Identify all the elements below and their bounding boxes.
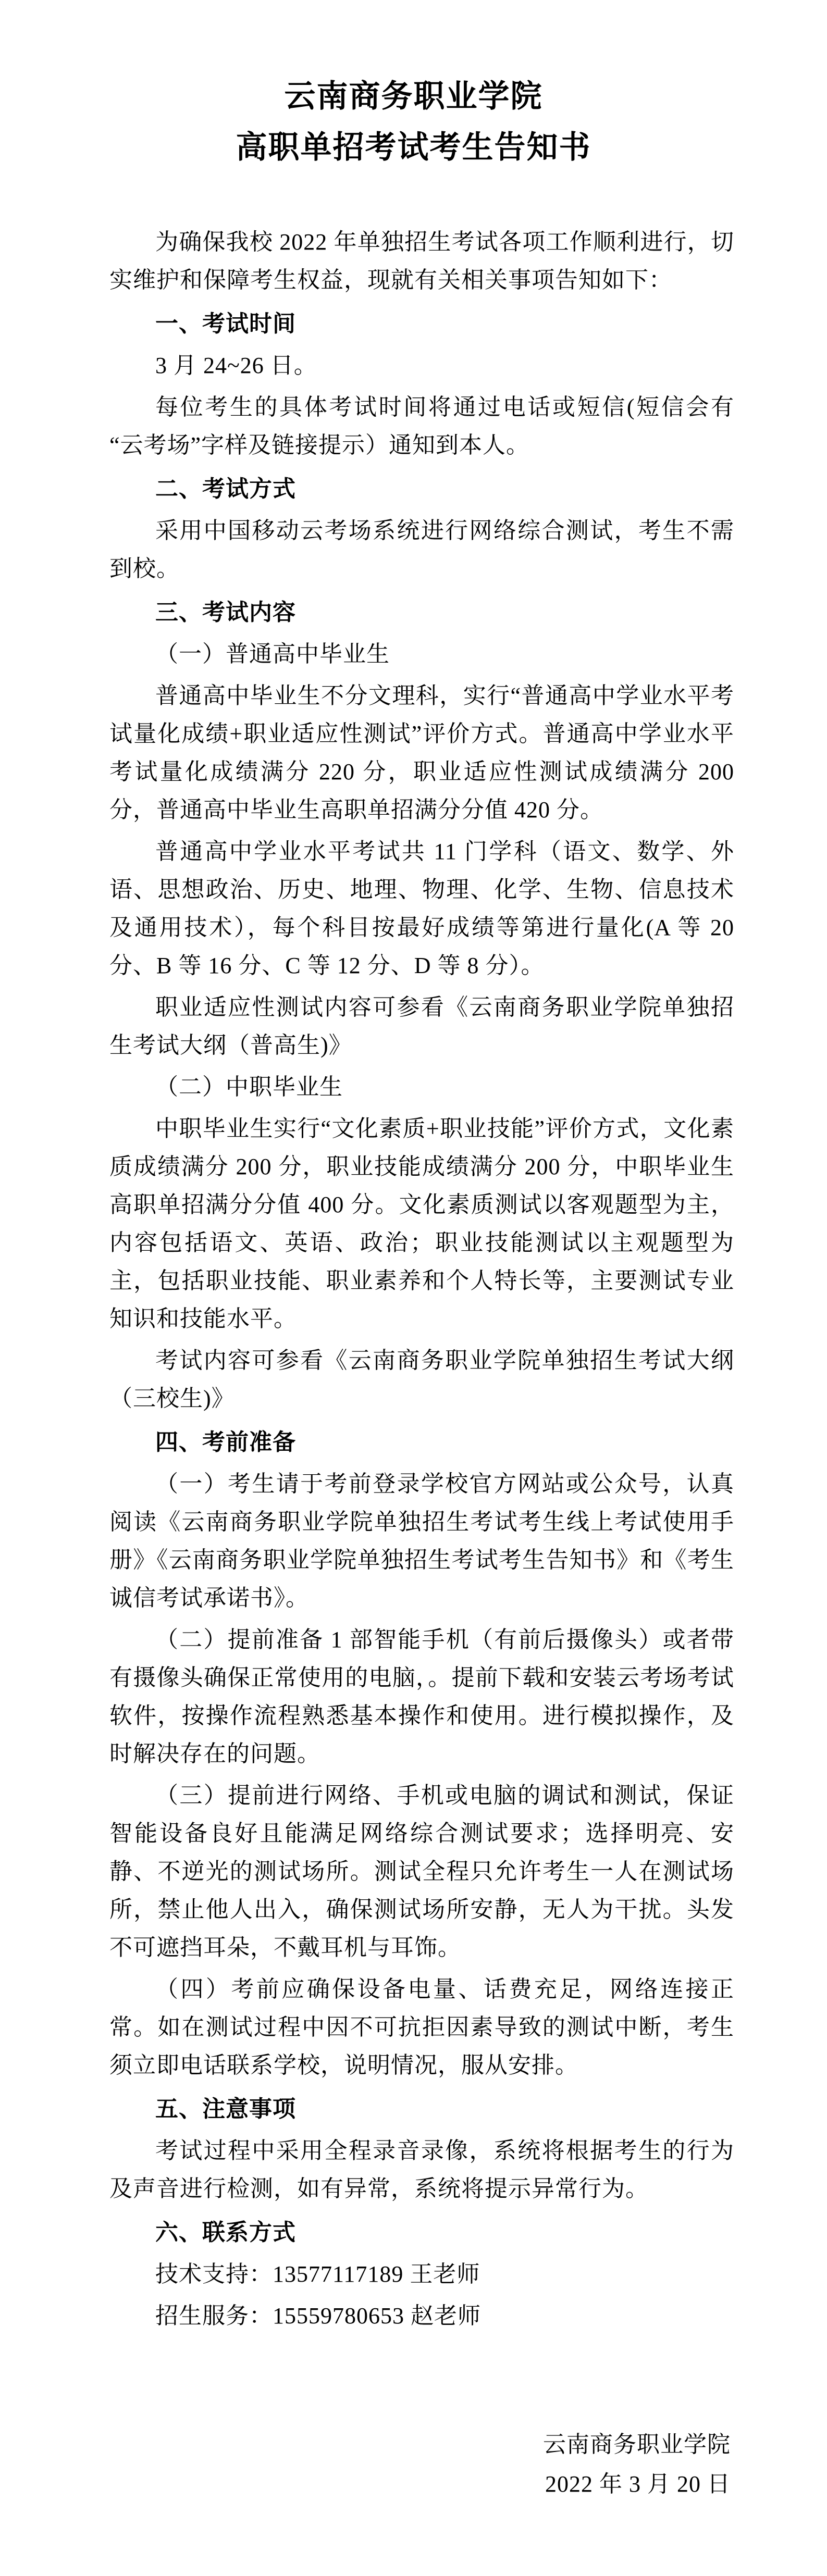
section-4-heading: 四、考前准备 xyxy=(155,1429,296,1455)
title-line-2: 高职单招考试考生告知书 xyxy=(236,130,591,165)
footer-signature: 云南商务职业学院 xyxy=(543,2432,731,2457)
footer-date: 2022 年 3 月 20 日 xyxy=(545,2471,731,2497)
section-4-paragraph: （三）提前进行网络、手机或电脑的调试和测试，保证智能设备良好且能满足网络综合测试要求；选择明亮、安静、不逆光的测试场所。测试全程只允许考生一人在测试场所，禁止他人出入，确保测试场所安静，无人为干扰。头发不可遮挡耳朵，不戴耳机与耳饰。 xyxy=(109,1783,734,1960)
document-title xyxy=(0,0,827,173)
contact-admissions: 招生服务：15559780653 赵老师 xyxy=(155,2303,481,2329)
section-3-subheading-2: （二）中职毕业生 xyxy=(155,1074,343,1100)
section-2-heading: 二、考试方式 xyxy=(155,476,296,502)
footer-signature-block xyxy=(543,2425,731,2504)
section-1-paragraph: 每位考生的具体考试时间将通过电话或短信(短信会有“云考场”字样及链接提示）通知到本人。 xyxy=(109,394,734,458)
section-3-paragraph: 考试内容可参看《云南商务职业学院单独招生考试大纲（三校生)》 xyxy=(109,1348,734,1411)
section-6-heading: 六、联系方式 xyxy=(155,2220,296,2245)
section-3-subheading-1: （一）普通高中毕业生 xyxy=(155,641,390,667)
intro-paragraph: 为确保我校 2022 年单独招生考试各项工作顺利进行，切实维护和保障考生权益，现就有关相关事项告知如下： xyxy=(109,229,734,293)
title-line-1: 云南商务职业学院 xyxy=(284,79,543,114)
section-1-paragraph: 3 月 24~26 日。 xyxy=(155,353,317,378)
section-3-paragraph: 中职毕业生实行“文化素质+职业技能”评价方式，文化素质成绩满分 200 分，职业技能成绩满分 200 分，中职毕业生高职单招满分分值 400 分。文化素质测试以客观题型为主，内容包括语文、英语、政治；职业技能测试以主观题型为主，包括职业技能、职业素养和个人特长等，主要测试专业知识和技能水平。 xyxy=(109,1116,734,1331)
section-5-paragraph: 考试过程中采用全程录音录像，系统将根据考生的行为及声音进行检测，如有异常，系统将提示异常行为。 xyxy=(109,2138,734,2201)
section-4-paragraph: （四）考前应确保设备电量、话费充足，网络连接正常。如在测试过程中因不可抗拒因素导致的测试中断，考生须立即电话联系学校，说明情况，服从安排。 xyxy=(109,1976,734,2078)
section-5-heading: 五、注意事项 xyxy=(155,2096,296,2122)
section-3-paragraph: 普通高中学业水平考试共 11 门学科（语文、数学、外语、思想政治、历史、地理、物理、化学、生物、信息技术及通用技术），每个科目按最好成绩等第进行量化(A 等 20 分、B 等 16 分、C 等 12 分、D 等 8 分）。 xyxy=(109,839,734,978)
section-3-paragraph: 普通高中毕业生不分文理科，实行“普通高中学业水平考试量化成绩+职业适应性测试”评价方式。普通高中学业水平考试量化成绩满分 220 分，职业适应性测试成绩满分 200 分，普通高中毕业生高职单招满分分值 420 分。 xyxy=(109,683,734,823)
section-4-paragraph: （二）提前准备 1 部智能手机（有前后摄像头）或者带有摄像头确保正常使用的电脑，。提前下载和安装云考场考试软件，按操作流程熟悉基本操作和使用。进行模拟操作，及时解决存在的问题。 xyxy=(109,1627,734,1766)
section-3-heading: 三、考试内容 xyxy=(155,600,296,625)
document-body xyxy=(0,223,827,2335)
section-4-paragraph: （一）考生请于考前登录学校官方网站或公众号，认真阅读《云南商务职业学院单独招生考试考生线上考试使用手册》《云南商务职业学院单独招生考试考生告知书》和《考生诚信考试承诺书》。 xyxy=(109,1471,734,1611)
contact-tech-support: 技术支持：13577117189 王老师 xyxy=(155,2261,480,2287)
section-3-paragraph: 职业适应性测试内容可参看《云南商务职业学院单独招生考试大纲（普高生)》 xyxy=(109,994,734,1058)
section-1-heading: 一、考试时间 xyxy=(155,311,296,337)
section-2-paragraph: 采用中国移动云考场系统进行网络综合测试，考生不需到校。 xyxy=(109,518,734,581)
